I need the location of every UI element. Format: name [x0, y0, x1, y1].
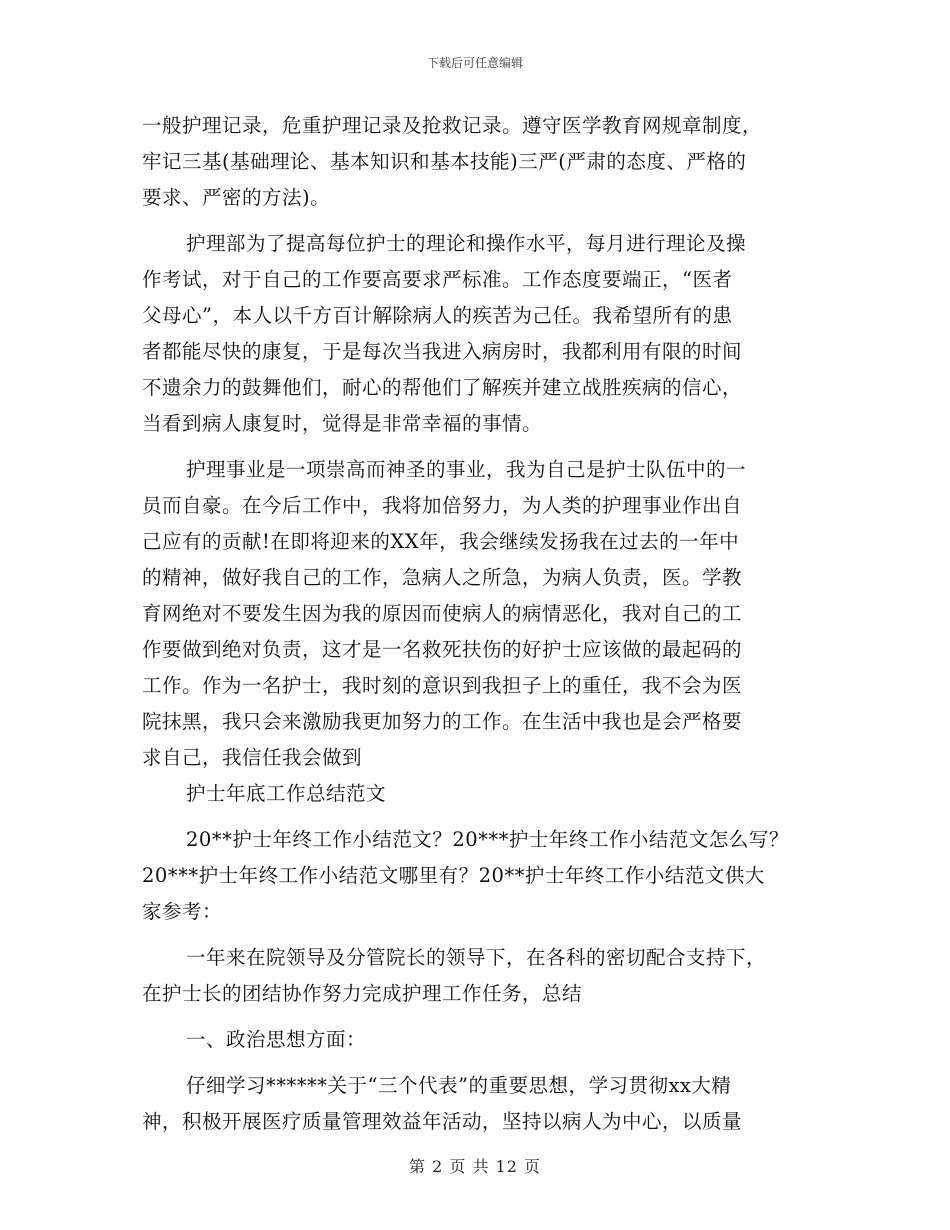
text-line: 父母心”，本人以千方百计解除病人的疾苦为己任。我希望所有的患 [142, 304, 733, 327]
text-line: 护理事业是一项崇高而神圣的事业，我为自己是护士队伍中的一 [186, 458, 747, 481]
text-line: 工作。作为一名护士，我时刻的意识到我担子上的重任，我不会为医 [142, 674, 743, 697]
paragraph [142, 1068, 842, 1140]
paragraph [142, 108, 842, 216]
text-line: 求自己，我信任我会做到 [142, 746, 363, 769]
paragraph [142, 822, 842, 930]
text-line: 仔细学习******关于“三个代表”的重要思想，学习贯彻xx大精 [186, 1074, 732, 1097]
paragraph [142, 452, 842, 776]
text-line: 神，积极开展医疗质量管理效益年活动，坚持以病人为中心，以质量 [142, 1110, 743, 1133]
paragraph [142, 226, 842, 442]
text-line: 员而自豪。在今后工作中，我将加倍努力，为人类的护理事业作出自 [142, 494, 743, 517]
text-line: 20**护士年终工作小结范文？20***护士年终工作小结范文怎么写？ [186, 828, 789, 851]
document-body [142, 108, 842, 1140]
text-line: 者都能尽快的康复，于是每次当我进入病房时，我都利用有限的时间 [142, 340, 743, 363]
text-line: 20***护士年终工作小结范文哪里有？20**护士年终工作小结范文供大 [142, 864, 765, 887]
page-number-footer: 第 2 页 共 12 页 [409, 1157, 541, 1176]
text-line: 当看到病人康复时，觉得是非常幸福的事情。 [142, 412, 543, 435]
text-line: 作要做到绝对负责，这才是一名救死扶伤的好护士应该做的最起码的 [142, 638, 743, 661]
section-heading [142, 1022, 842, 1058]
text-line: 一、政治思想方面： [186, 1028, 367, 1051]
text-line: 牢记三基(基础理论、基本知识和基本技能)三严(严肃的态度、严格的 [142, 150, 747, 173]
section-title [142, 776, 842, 812]
text-line: 院抹黑，我只会来激励我更加努力的工作。在生活中我也是会严格要 [142, 710, 743, 733]
text-line: 己应有的贡献!在即将迎来的XX年，我会继续发扬我在过去的一年中 [142, 530, 740, 553]
text-line: 护理部为了提高每位护士的理论和操作水平，每月进行理论及操 [186, 232, 747, 255]
text-line: 一年来在院领导及分管院长的领导下，在各科的密切配合支持下， [186, 946, 767, 969]
text-line: 的精神，做好我自己的工作，急病人之所急，为病人负责，医。学教 [142, 566, 743, 589]
page-header: 下载后可任意编辑 [426, 56, 523, 70]
text-line: 作考试，对于自己的工作要高要求严标准。工作态度要端正，“医者 [142, 268, 733, 291]
text-line: 在护士长的团结协作努力完成护理工作任务，总结 [142, 982, 583, 1005]
paragraph [142, 940, 842, 1012]
text-line: 护士年底工作总结范文 [186, 782, 387, 805]
text-line: 一般护理记录，危重护理记录及抢救记录。遵守医学教育网规章制度， [142, 114, 763, 137]
text-line: 不遗余力的鼓舞他们，耐心的帮他们了解疾并建立战胜疾病的信心， [142, 376, 743, 399]
text-line: 要求、严密的方法)。 [142, 186, 331, 209]
text-line: 家参考： [142, 900, 223, 923]
text-line: 育网绝对不要发生因为我的原因而使病人的病情恶化，我对自己的工 [142, 602, 743, 625]
